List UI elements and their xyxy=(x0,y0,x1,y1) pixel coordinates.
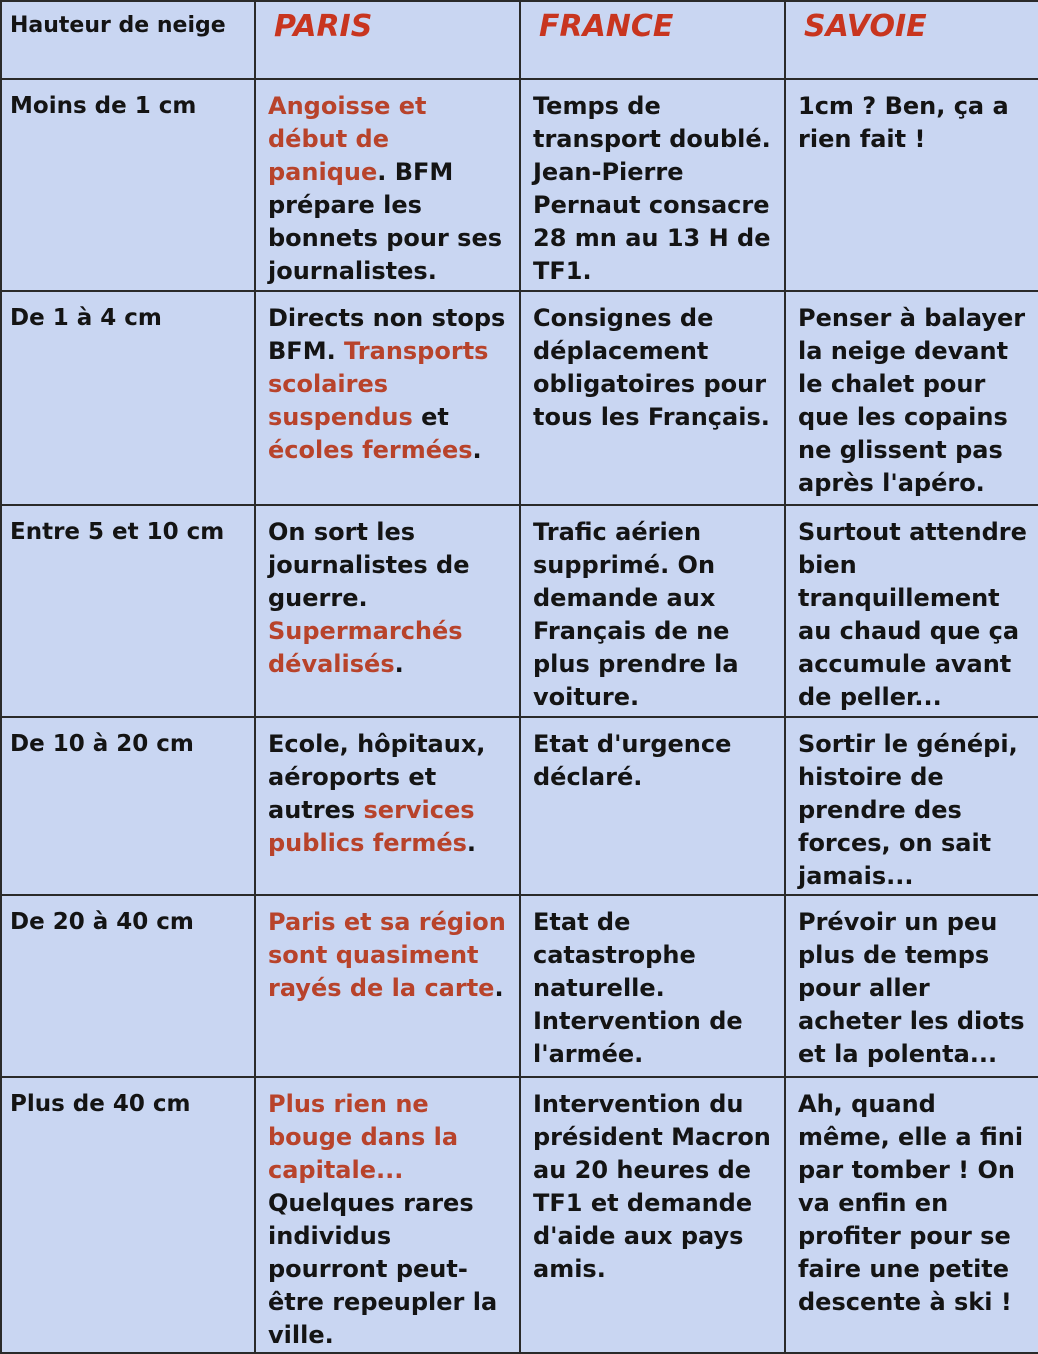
paris-text-segment: services publics fermés xyxy=(268,796,475,857)
paris-cell xyxy=(255,505,520,717)
savoie-cell: Penser à balayer la neige devant le chalet pour que les copains ne glissent pas après l'apéro. xyxy=(785,291,1038,505)
paris-cell xyxy=(255,291,520,505)
paris-text-segment: Angoisse et début de panique xyxy=(268,92,427,186)
paris-text-segment: On sort les journalistes de guerre. xyxy=(268,518,470,612)
paris-cell xyxy=(255,717,520,895)
paris-text-segment: Ecole, hôpitaux, aéroports et autres xyxy=(268,730,486,824)
table-row xyxy=(1,505,1038,717)
paris-text-segment: Supermarchés dévalisés xyxy=(268,617,463,678)
savoie-cell: Ah, quand même, elle a fini par tomber ! On va enfin en profiter pour se faire une petite descente à ski ! xyxy=(785,1077,1038,1353)
table-row xyxy=(1,79,1038,291)
paris-text-segment: écoles fermées xyxy=(268,436,473,464)
savoie-cell: 1cm ? Ben, ça a rien fait ! xyxy=(785,79,1038,291)
paris-cell xyxy=(255,1077,520,1353)
snow-height-cell: De 20 à 40 cm xyxy=(1,895,255,1077)
paris-text-segment: . BFM prépare les bonnets pour ses journalistes. xyxy=(268,158,503,285)
snow-height-cell: Plus de 40 cm xyxy=(1,1077,255,1353)
table-row xyxy=(1,1077,1038,1353)
paris-cell xyxy=(255,79,520,291)
france-cell: Trafic aérien supprimé. On demande aux Français de ne plus prendre la voiture. xyxy=(520,505,785,717)
snow-height-cell: De 1 à 4 cm xyxy=(1,291,255,505)
paris-text-segment: Quelques rares individus pourront peut-être repeupler la ville. xyxy=(268,1189,498,1349)
header-france: FRANCE xyxy=(520,1,785,79)
header-paris: PARIS xyxy=(255,1,520,79)
paris-text-segment: Directs non stops BFM. xyxy=(268,304,506,365)
snow-height-cell: De 10 à 20 cm xyxy=(1,717,255,895)
table-row xyxy=(1,895,1038,1077)
savoie-cell: Sortir le génépi, histoire de prendre des forces, on sait jamais... xyxy=(785,717,1038,895)
paris-text-segment: et xyxy=(412,403,449,431)
header-savoie: SAVOIE xyxy=(785,1,1038,79)
france-cell: Consignes de déplacement obligatoires pour tous les Français. xyxy=(520,291,785,505)
header-snow-height: Hauteur de neige xyxy=(1,1,255,79)
table-row xyxy=(1,291,1038,505)
france-cell: Temps de transport doublé. Jean-Pierre Pernaut consacre 28 mn au 13 H de TF1. xyxy=(520,79,785,291)
savoie-cell: Prévoir un peu plus de temps pour aller acheter les diots et la polenta... xyxy=(785,895,1038,1077)
snow-height-cell: Entre 5 et 10 cm xyxy=(1,505,255,717)
paris-text-segment: . xyxy=(466,829,477,857)
paris-text-segment: Paris et sa région sont quasiment rayés de la carte xyxy=(268,908,506,1002)
snow-height-cell: Moins de 1 cm xyxy=(1,79,255,291)
savoie-cell: Surtout attendre bien tranquillement au chaud que ça accumule avant de peller... xyxy=(785,505,1038,717)
paris-cell xyxy=(255,895,520,1077)
paris-text-segment: . xyxy=(394,650,404,678)
france-cell: Etat d'urgence déclaré. xyxy=(520,717,785,895)
paris-text-segment: . xyxy=(494,974,504,1002)
paris-text-segment: . xyxy=(472,436,482,464)
paris-text-segment: Transports scolaires suspendus xyxy=(268,337,489,431)
france-cell: Intervention du président Macron au 20 heures de TF1 et demande d'aide aux pays amis. xyxy=(520,1077,785,1353)
paris-text-segment: Plus rien ne bouge dans la capitale... xyxy=(268,1090,459,1184)
table-row xyxy=(1,717,1038,895)
france-cell: Etat de catastrophe naturelle. Intervention de l'armée. xyxy=(520,895,785,1077)
table-header-row xyxy=(1,1,1038,79)
